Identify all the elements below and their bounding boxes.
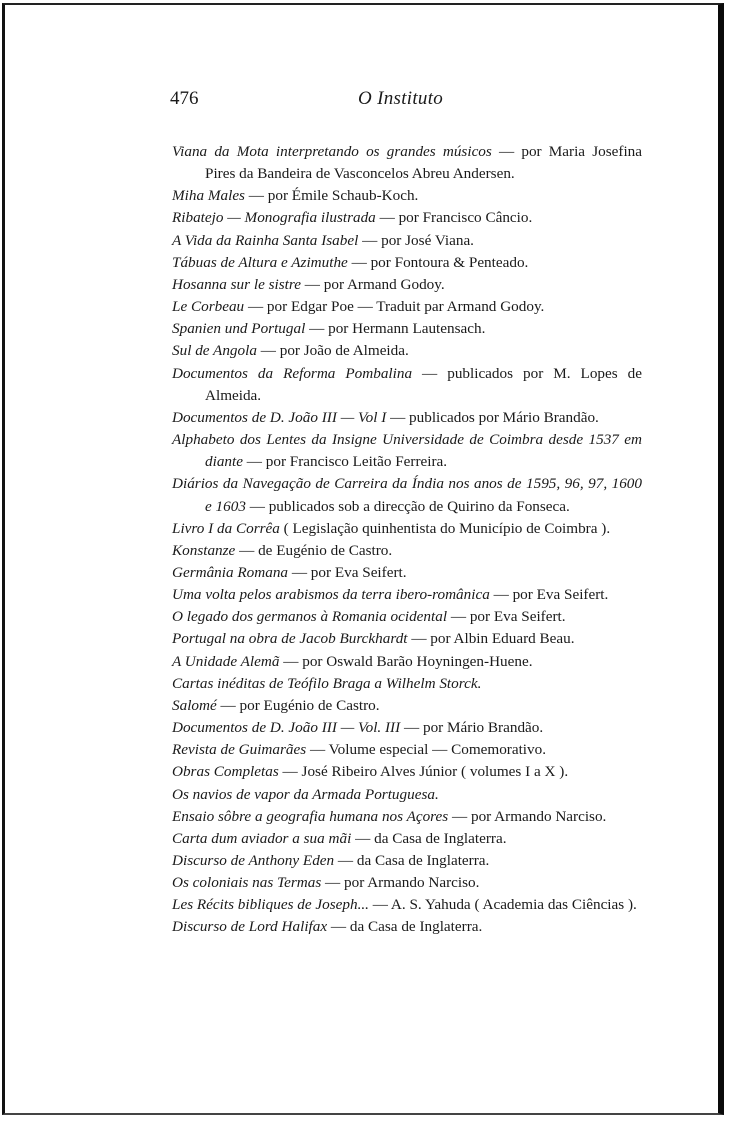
bibliography-entry: [172, 207, 642, 229]
bibliography-entry: [172, 296, 642, 318]
bibliography-entry: [172, 695, 642, 717]
entry-title: Hosanna sur le sistre: [172, 275, 301, 293]
bibliography-entry: [172, 407, 642, 429]
bibliography-entry: [172, 141, 642, 185]
entry-detail: — por Armand Godoy.: [300, 275, 445, 293]
entry-title: Documentos de D. João III — Vol. III: [172, 719, 401, 737]
bibliography-entry: [172, 540, 642, 562]
entry-title: Sul de Angola: [172, 342, 257, 360]
entry-detail: — Volume especial — Comemorativo.: [306, 741, 547, 759]
entry-detail: — por Oswald Barão Hoyningen-Huene.: [279, 652, 533, 670]
bibliography-entry: [172, 784, 642, 806]
bibliography-entry: [172, 274, 642, 296]
entry-title: Salomé: [172, 696, 217, 714]
entry-detail: — por Francisco Leitão Ferreira.: [242, 453, 448, 471]
bibliography-entry: [172, 806, 642, 828]
entry-title: Alphabeto dos Lentes da Insigne Universidade de Coimbra desde 1537 em diante: [172, 431, 642, 471]
entry-title: Viana da Mota interpretando os grandes músicos: [172, 143, 492, 160]
entry-detail: — por Edgar Poe — Traduit par Armand Godoy.: [244, 298, 545, 316]
bibliography-entry: [172, 584, 642, 606]
bibliography-entry: [172, 916, 642, 938]
running-title: O Instituto: [358, 88, 444, 109]
entry-detail: — publicados sob a direcção de Quirino da Fonseca.: [245, 497, 570, 515]
bibliography-entry: [172, 850, 642, 872]
entry-detail: — de Eugénio de Castro.: [235, 541, 393, 559]
entry-detail: — da Casa de Inglaterra.: [334, 852, 490, 869]
bibliography-entry: [172, 673, 642, 695]
page-number: 476: [170, 88, 199, 109]
bibliography-entry: [172, 562, 642, 584]
entry-detail: — José Ribeiro Alves Júnior ( volumes I a X ).: [278, 763, 569, 781]
entry-title: Germânia Romana: [172, 563, 289, 581]
bibliography-entry: [172, 628, 642, 650]
entry-title: Cartas inéditas de Teófilo Braga a Wilhelm Storck.: [172, 674, 482, 692]
bibliography-entry: [172, 363, 642, 407]
entry-title: Tábuas de Altura e Azimuthe: [172, 253, 348, 271]
page-header: [170, 88, 642, 116]
entry-title: A Unidade Alemã: [172, 652, 280, 670]
entry-detail: ( Legislação quinhentista do Município de Coimbra ).: [279, 519, 611, 537]
entry-title: Documentos da Reforma Pombalina: [172, 364, 413, 382]
entry-detail: — publicados por M. Lopes de Almeida.: [205, 364, 642, 404]
bibliography-entry: [172, 717, 642, 739]
bibliography-entry: [172, 252, 642, 274]
entry-detail: — por Mário Brandão.: [400, 719, 544, 737]
entry-detail: — por Émile Schaub-Koch.: [244, 187, 419, 205]
entry-detail: — por Eugénio de Castro.: [216, 696, 380, 714]
entry-title: Revista de Guimarães: [172, 741, 307, 759]
bibliography-entry: [172, 761, 642, 783]
entry-title: Discurso de Lord Halifax: [172, 918, 328, 936]
entry-title: Os coloniais nas Termas: [172, 874, 322, 892]
entry-detail: — da Casa de Inglaterra.: [351, 829, 507, 847]
entry-title: Diários da Navegação de Carreira da Índia nos anos de 1595, 96, 97, 1600 e 1603: [172, 475, 642, 515]
entry-title: A Vida da Rainha Santa Isabel: [172, 231, 359, 249]
entry-title: Obras Completas: [172, 763, 279, 781]
entry-title: Ribatejo — Monografia ilustrada: [172, 209, 376, 227]
bibliography-entry: [172, 872, 642, 894]
entry-detail: — A. S. Yahuda ( Academia das Ciências ).: [368, 896, 637, 914]
entry-detail: — por Maria Josefina Pires da Bandeira de Vasconcelos Abreu Andersen.: [205, 143, 642, 183]
entry-detail: — por Eva Seifert.: [447, 608, 566, 626]
entry-title: Konstanze: [172, 541, 236, 559]
entry-detail: — por Eva Seifert.: [288, 563, 407, 581]
entry-detail: — por Francisco Câncio.: [375, 209, 533, 227]
entry-title: Spanien und Portugal: [172, 320, 306, 338]
bibliography-entry: [172, 828, 642, 850]
entry-detail: — publicados por Mário Brandão.: [386, 408, 599, 426]
entry-detail: — por Armando Narciso.: [321, 874, 480, 892]
entry-title: Os navios de vapor da Armada Portuguesa.: [172, 785, 439, 803]
entry-title: Documentos de D. João III — Vol I: [172, 408, 387, 426]
entry-title: Carta dum aviador a sua mãi: [172, 829, 352, 847]
entry-detail: — por Hermann Lautensach.: [305, 320, 486, 338]
entry-detail: — por João de Almeida.: [256, 342, 409, 360]
bibliography-entry: [172, 340, 642, 362]
entry-title: Le Corbeau: [172, 298, 245, 316]
entry-detail: — da Casa de Inglaterra.: [327, 918, 483, 936]
bibliography-entry: [172, 318, 642, 340]
bibliography-entry: [172, 473, 642, 517]
bibliography-entry: [172, 606, 642, 628]
bibliography-entry: [172, 739, 642, 761]
entry-detail: — por Armando Narciso.: [448, 807, 607, 825]
entry-title: Livro I da Corrêa: [172, 519, 280, 537]
bibliography-entry: [172, 651, 642, 673]
entry-title: Discurso de Anthony Eden: [172, 852, 335, 869]
entry-title: Portugal na obra de Jacob Burckhardt: [172, 630, 408, 648]
entry-title: Uma volta pelos arabismos da terra ibero-românica: [172, 586, 490, 604]
entry-detail: — por Eva Seifert.: [489, 586, 609, 604]
entry-title: Les Récits bibliques de Joseph...: [172, 896, 369, 914]
bibliography-entry: [172, 185, 642, 207]
bibliography-entry: [172, 429, 642, 473]
entry-title: O legado dos germanos à Romania ocidental: [172, 608, 448, 626]
entry-title: Ensaio sôbre a geografia humana nos Açores: [172, 807, 449, 825]
entry-title: Miha Males: [172, 187, 245, 205]
bibliography-entry: [172, 230, 642, 252]
bibliography-entry: [172, 518, 642, 540]
bibliography-list: [172, 141, 642, 939]
entry-detail: — por Albin Eduard Beau.: [407, 630, 575, 648]
entry-detail: — por José Viana.: [358, 231, 474, 249]
entry-detail: — por Fontoura & Penteado.: [347, 253, 529, 271]
bibliography-entry: [172, 894, 642, 916]
